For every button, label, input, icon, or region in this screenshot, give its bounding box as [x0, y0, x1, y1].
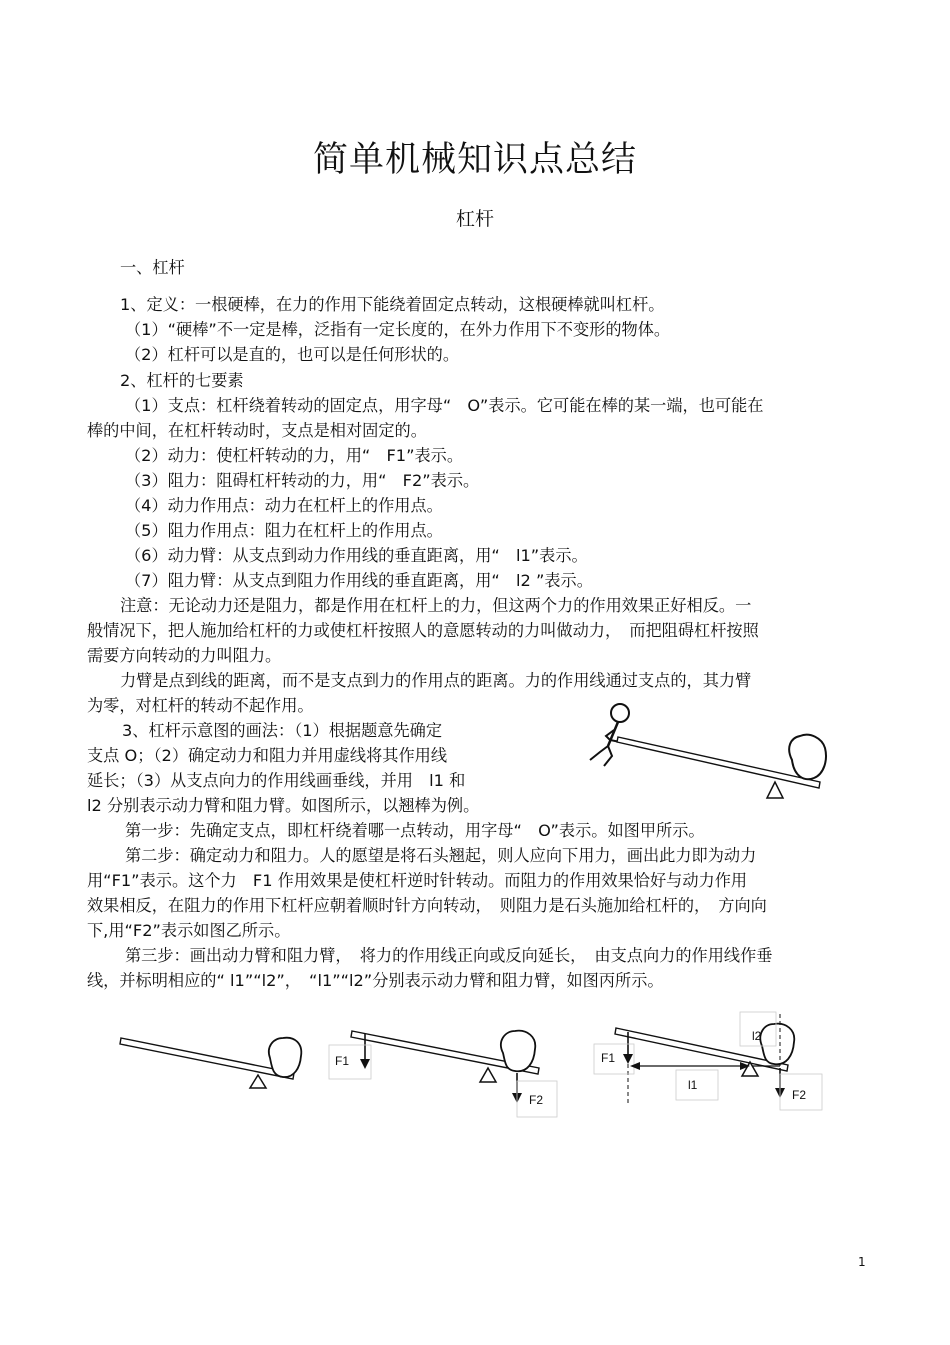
step-2-cont-2: 效果相反，在阻力的作用下杠杆应朝着顺时针方向转动， 则阻力是石头施加给杠杆的， 方向向	[87, 896, 767, 915]
draw-method-4: l2 分别表示动力臂和阻力臂。如图所示，以翘棒为例。	[87, 796, 480, 815]
section-title: 杠杆	[455, 208, 494, 230]
lever-person-figure	[570, 700, 830, 810]
note-para-2: 般情况下，把人施加给杠杆的力或使杠杆按照人的意愿转动的力叫做动力， 而把阻碍杠杆按照	[87, 621, 759, 640]
note-para-3: 需要方向转动的力叫阻力。	[87, 646, 282, 665]
lever-figure-a	[118, 1030, 308, 1095]
lever-figure-b	[325, 1025, 565, 1120]
page-number: 1	[858, 1255, 866, 1269]
step-2-cont-3: 下,用“F2”表示如图乙所示。	[87, 921, 291, 940]
element-3: （3）阻力：阻碍杠杆转动的力，用“ F2”表示。	[125, 471, 480, 490]
f2-label: F2	[529, 1093, 544, 1107]
def-note-1: （1）“硬棒”不一定是棒，泛指有一定长度的，在外力作用下不变形的物体。	[125, 320, 671, 339]
arm-para-1: 力臂是点到线的距离，而不是支点到力的作用点的距离。力的作用线通过支点的，其力臂	[120, 671, 752, 690]
element-5: （5）阻力作用点：阻力在杠杆上的作用点。	[125, 521, 443, 540]
step-3-cont: 线，并标明相应的“ l1”“l2”， “l1”“l2”分别表示动力臂和阻力臂，如图丙所示。	[87, 971, 664, 990]
def-note-2: （2）杠杆可以是直的，也可以是任何形状的。	[125, 345, 460, 364]
element-7: （7）阻力臂：从支点到阻力作用线的垂直距离，用“ l2 ”表示。	[125, 571, 593, 590]
f2-label-c: F2	[792, 1088, 807, 1102]
definition: 1、定义：一根硬棒，在力的作用下能绕着固定点转动，这根硬棒就叫杠杆。	[120, 295, 665, 314]
step-2: 第二步：确定动力和阻力。人的愿望是将石头翘起，则人应向下用力，画出此力即为动力	[125, 846, 757, 865]
arm-para-2: 为零，对杠杆的转动不起作用。	[87, 696, 314, 715]
heading-lever: 一、杠杆	[120, 258, 185, 277]
step-2-cont-1: 用“F1”表示。这个力 F1 作用效果是使杠杆逆时针转动。而阻力的作用效果恰好与动力作用	[87, 871, 748, 890]
page-title: 简单机械知识点总结	[312, 140, 637, 180]
l2-label: l2	[752, 1029, 762, 1043]
l1-label: l1	[688, 1078, 698, 1092]
step-1: 第一步：先确定支点，即杠杆绕着哪一点转动，用字母“ O”表示。如图甲所示。	[125, 821, 705, 840]
draw-method-2: 支点 O；（2）确定动力和阻力并用虚线将其作用线	[87, 746, 448, 765]
element-4: （4）动力作用点：动力在杠杆上的作用点。	[125, 496, 443, 515]
draw-method-1: 3、杠杆示意图的画法：（1）根据题意先确定	[122, 721, 443, 740]
lever-figure-c	[592, 1010, 832, 1115]
f1-label-c: F1	[601, 1051, 616, 1065]
note-para-1: 注意：无论动力还是阻力，都是作用在杠杆上的力，但这两个力的作用效果正好相反。一	[120, 596, 752, 615]
seven-elements-heading: 2、杠杆的七要素	[120, 371, 244, 390]
element-1-cont: 棒的中间，在杠杆转动时，支点是相对固定的。	[87, 421, 427, 440]
element-2: （2）动力：使杠杆转动的力，用“ F1”表示。	[125, 446, 464, 465]
step-3: 第三步：画出动力臂和阻力臂， 将力的作用线正向或反向延长， 由支点向力的作用线作垂	[125, 946, 773, 965]
draw-method-3: 延长；（3）从支点向力的作用线画垂线，并用 l1 和	[87, 771, 466, 790]
element-1: （1）支点：杠杆绕着转动的固定点，用字母“ O”表示。它可能在棒的某一端，也可能在	[125, 396, 764, 415]
f1-label: F1	[335, 1054, 350, 1068]
element-6: （6）动力臂：从支点到动力作用线的垂直距离，用“ l1”表示。	[125, 546, 588, 565]
